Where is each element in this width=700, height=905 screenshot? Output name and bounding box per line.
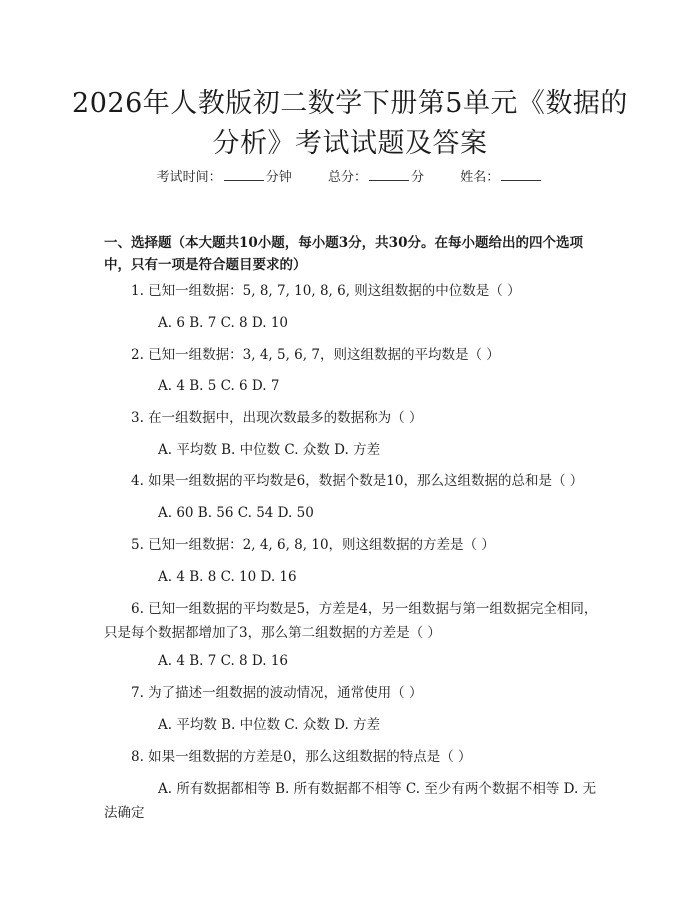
- question-8: 8. 如果一组数据的方差是0，那么这组数据的特点是（ ）: [131, 749, 472, 765]
- total-score-unit: 分: [411, 170, 425, 185]
- question-5: 5. 已知一组数据：2, 4, 6, 8, 10，则这组数据的方差是（ ）: [131, 537, 495, 553]
- question-2: 2. 已知一组数据：3, 4, 5, 6, 7，则这组数据的平均数是（ ）: [131, 347, 500, 363]
- student-name-label: 姓名：: [460, 170, 500, 185]
- question-3-options: A. 平均数 B. 中位数 C. 众数 D. 方差: [158, 442, 381, 458]
- question-4-options: A. 60 B. 56 C. 54 D. 50: [158, 505, 314, 521]
- question-7: 7. 为了描述一组数据的波动情况，通常使用（ ）: [131, 685, 423, 701]
- question-1-options: A. 6 B. 7 C. 8 D. 10: [158, 315, 289, 331]
- total-score-blank: [369, 168, 409, 181]
- exam-time-blank: [224, 168, 264, 181]
- section-heading: 一、选择题（本大题共10小题，每小题3分，共30分。在每小题给出的四个选项中，只有一项是符合题目要求的）: [104, 235, 583, 273]
- exam-info-line: [0, 168, 700, 187]
- total-score-label: 总分：: [327, 170, 367, 185]
- question-4: 4. 如果一组数据的平均数是6，数据个数是10，那么这组数据的总和是（ ）: [131, 473, 584, 489]
- question-1: 1. 已知一组数据：5, 8, 7, 10, 8, 6, 则这组数据的中位数是（ ）: [131, 283, 521, 299]
- question-8-options: A. 所有数据都相等 B. 所有数据都不相等 C. 至少有两个数据不相等 D. 无法确定: [104, 781, 597, 821]
- exam-time-label: 考试时间：: [156, 170, 222, 185]
- question-3: 3. 在一组数据中，出现次数最多的数据称为（ ）: [131, 410, 423, 426]
- question-2-options: A. 4 B. 5 C. 6 D. 7: [158, 378, 280, 394]
- question-6-options: A. 4 B. 7 C. 8 D. 16: [158, 653, 289, 669]
- question-6: 6. 已知一组数据的平均数是5，方差是4，另一组数据与第一组数据完全相同，只是每个数据都增加了3，那么第二组数据的方差是（ ）: [104, 601, 598, 641]
- question-5-options: A. 4 B. 8 C. 10 D. 16: [158, 569, 297, 585]
- question-7-options: A. 平均数 B. 中位数 C. 众数 D. 方差: [158, 717, 381, 733]
- document-title: 2026年人教版初二数学下册第5单元《数据的分析》考试试题及答案: [72, 88, 628, 159]
- exam-time-unit: 分钟: [265, 170, 292, 185]
- student-name-blank: [501, 168, 541, 181]
